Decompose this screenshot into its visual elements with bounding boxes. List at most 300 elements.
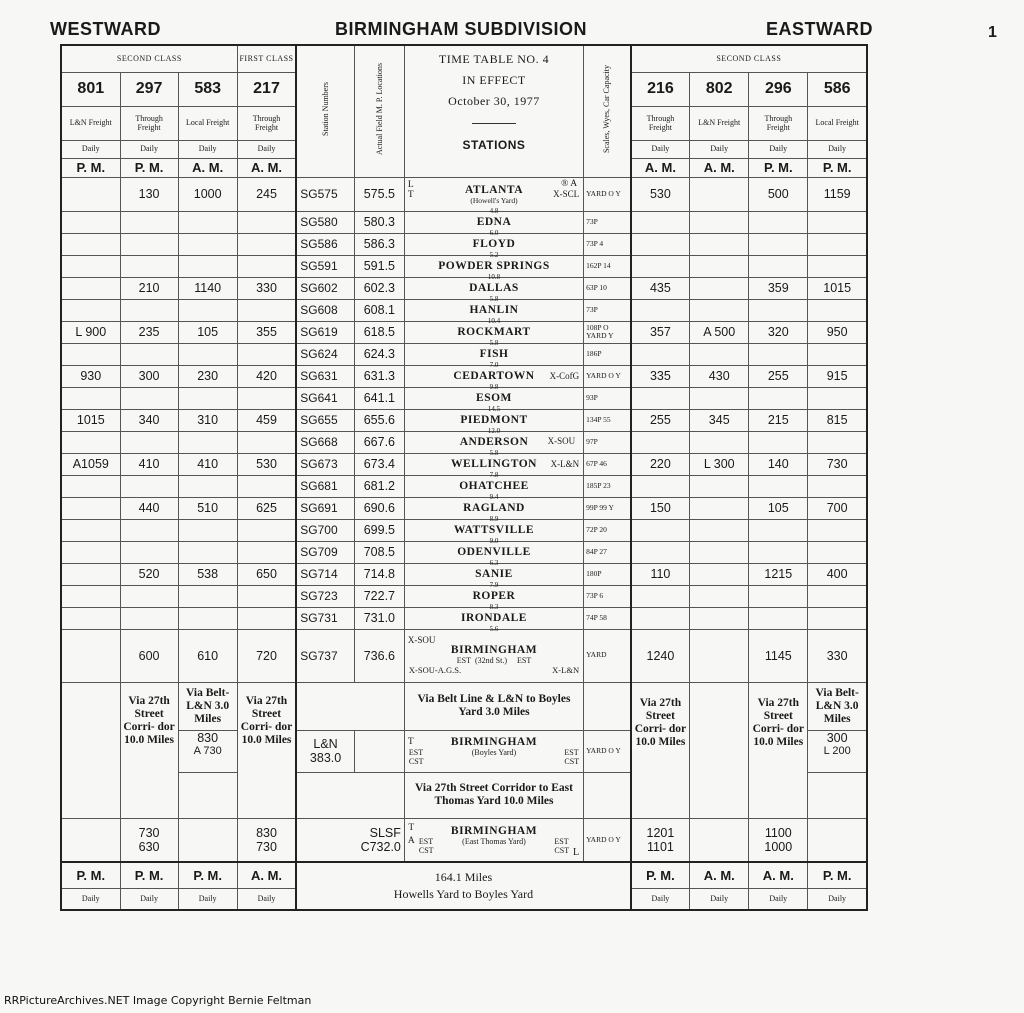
eastward-time — [749, 607, 808, 629]
eastward-time: 215 — [749, 409, 808, 431]
eastward-time — [690, 233, 749, 255]
station-name: ESOM — [476, 392, 512, 404]
mile-post: 624.3 — [354, 343, 404, 365]
station-number: SG668 — [296, 431, 354, 453]
mile-post: 673.4 — [354, 453, 404, 475]
westward-time: L 900 — [61, 321, 120, 343]
eastward-time — [631, 475, 690, 497]
page-number: 1 — [988, 24, 997, 41]
eastward-time — [690, 211, 749, 233]
station-name: FISH — [479, 348, 509, 360]
station-name: DALLAS — [469, 282, 519, 294]
eastward-time: A 500 — [690, 321, 749, 343]
mile-post: 602.3 — [354, 277, 404, 299]
westward-time: 1140 — [178, 277, 237, 299]
eastward-time — [749, 431, 808, 453]
siding-capacity: 108P O YARD Y — [584, 321, 631, 343]
east-thomas-subline — [405, 837, 583, 855]
train-number: 217 — [237, 72, 296, 106]
eastward-time — [690, 541, 749, 563]
westward-time: 1015 — [61, 409, 120, 431]
eastward-time: 915 — [808, 365, 867, 387]
distance-label: 8.9 — [489, 514, 499, 523]
eastward-time — [631, 211, 690, 233]
westward-time — [120, 431, 178, 453]
westward-time — [120, 233, 178, 255]
eastward-time — [808, 211, 867, 233]
eastward-time — [808, 585, 867, 607]
train-frequency: Daily — [808, 888, 867, 910]
westward-time: 530 — [237, 453, 296, 475]
timetable-mark: L T — [407, 179, 414, 200]
train-frequency: Daily — [61, 888, 120, 910]
siding-capacity: YARD O Y — [584, 365, 631, 387]
train-frequency: Daily — [749, 140, 808, 158]
westward-time: 210 — [120, 277, 178, 299]
distance-label: 5.8 — [489, 294, 499, 303]
distance-label: 7.9 — [489, 580, 499, 589]
timetable-title — [404, 45, 583, 177]
westward-time: A1059 — [61, 453, 120, 475]
birmingham-junctions — [405, 665, 583, 675]
eastward-time — [808, 255, 867, 277]
westward-time: 1000 — [178, 177, 237, 211]
eastward-via-216: Via 27th Street Corri- dor 10.0 Miles — [631, 682, 690, 818]
eastward-time: 950 — [808, 321, 867, 343]
timezone-label: EST CST — [408, 748, 424, 766]
train-type: Through Freight — [631, 106, 690, 140]
station-name: EDNA — [476, 216, 512, 228]
eastward-time — [690, 629, 749, 682]
train-frequency: Daily — [749, 888, 808, 910]
westward-time — [120, 475, 178, 497]
eastward-time — [808, 343, 867, 365]
mileage-summary — [296, 862, 630, 910]
eastward-time — [631, 431, 690, 453]
westward-time — [61, 233, 120, 255]
station-number: SG673 — [296, 453, 354, 475]
westward-time — [237, 387, 296, 409]
train-number: 297 — [120, 72, 178, 106]
eastward-time: 1100 1000 — [749, 818, 808, 862]
station-cell-boyles — [404, 730, 583, 772]
westward-time — [178, 431, 237, 453]
distance-label: 5.8 — [489, 448, 499, 457]
eastward-time: 300 — [826, 730, 848, 745]
station-number: SG631 — [296, 365, 354, 387]
via-capacity-blank — [584, 772, 631, 818]
eastward-time — [631, 541, 690, 563]
siding-capacity: 99P 99 Y — [584, 497, 631, 519]
station-name: CEDARTOWN — [453, 370, 535, 382]
am-pm-label: P. M. — [178, 862, 237, 888]
westward-time: 105 — [178, 321, 237, 343]
mile-post: 575.5 — [354, 177, 404, 211]
distance-label: 12.0 — [487, 426, 501, 435]
train-number: 586 — [808, 72, 867, 106]
eastward-time: 700 — [808, 497, 867, 519]
station-number: SG575 — [296, 177, 354, 211]
train-frequency: Daily — [631, 888, 690, 910]
westward-first-class-label: FIRST CLASS — [237, 45, 296, 72]
am-pm-label: P. M. — [808, 862, 867, 888]
station-number: SG624 — [296, 343, 354, 365]
station-numbers-header — [296, 45, 354, 177]
westward-time — [178, 211, 237, 233]
westward-time — [120, 343, 178, 365]
mile-post: 608.1 — [354, 299, 404, 321]
eastward-time — [631, 299, 690, 321]
junction-label: X-SOU — [407, 634, 436, 645]
am-pm-label: P. M. — [61, 158, 120, 177]
westward-time — [120, 541, 178, 563]
mile-post: 714.8 — [354, 563, 404, 585]
junction-label: X-L&N — [552, 665, 580, 675]
westward-time — [61, 585, 120, 607]
eastward-time — [749, 299, 808, 321]
eastward-time — [690, 607, 749, 629]
eastward-time: 335 — [631, 365, 690, 387]
train-frequency: Daily — [237, 140, 296, 158]
via-corridor-note: Via 27th Street Corridor to East Thomas Yard 10.0 Miles — [404, 772, 583, 818]
eastward-time — [749, 233, 808, 255]
train-type: Through Freight — [120, 106, 178, 140]
westward-time — [61, 629, 120, 682]
eastward-time — [631, 585, 690, 607]
timetable — [60, 44, 868, 911]
eastward-time — [749, 343, 808, 365]
train-frequency: Daily — [120, 140, 178, 158]
westward-time — [178, 818, 237, 862]
mile-post: 699.5 — [354, 519, 404, 541]
eastward-586-blank — [808, 772, 867, 818]
station-number: SG608 — [296, 299, 354, 321]
station-number: SG580 — [296, 211, 354, 233]
westward-time — [61, 177, 120, 211]
image-credit: RRPictureArchives.NET Image Copyright Bernie Feltman — [4, 994, 312, 1007]
eastward-time — [808, 299, 867, 321]
eastward-time — [631, 607, 690, 629]
am-pm-label: A. M. — [237, 862, 296, 888]
am-pm-label: A. M. — [690, 158, 749, 177]
siding-capacity: 84P 27 — [584, 541, 631, 563]
westward-header: WESTWARD — [50, 19, 161, 39]
timezone-label: EST CST — [564, 748, 580, 766]
westward-time — [178, 343, 237, 365]
am-pm-label: A. M. — [178, 158, 237, 177]
via-station-blank — [296, 682, 404, 730]
siding-capacity: 134P 55 — [584, 409, 631, 431]
station-number: SG709 — [296, 541, 354, 563]
siding-capacity: 74P 58 — [584, 607, 631, 629]
distance-label: 5.6 — [489, 624, 499, 633]
eastward-time: 320 — [749, 321, 808, 343]
eastward-time — [690, 563, 749, 585]
junction-label: X-CofG — [549, 370, 580, 381]
station-name: WATTSVILLE — [453, 524, 535, 536]
westward-time — [61, 343, 120, 365]
eastward-time: 220 — [631, 453, 690, 475]
siding-capacity: 73P 4 — [584, 233, 631, 255]
station-name: ODENVILLE — [457, 546, 531, 558]
station-name: WELLINGTON — [451, 458, 537, 470]
station-number: SG723 — [296, 585, 354, 607]
eastward-time — [808, 818, 867, 862]
eastward-time — [808, 387, 867, 409]
station-subname: (Howell's Yard) — [470, 195, 518, 205]
train-frequency: Daily — [237, 888, 296, 910]
westward-time — [237, 343, 296, 365]
westward-via-297: Via 27th Street Corri- dor 10.0 Miles — [120, 682, 178, 818]
train-frequency: Daily — [120, 888, 178, 910]
eastward-time: 345 — [690, 409, 749, 431]
eastward-time: 110 — [631, 563, 690, 585]
train-number: 802 — [690, 72, 749, 106]
station-name: HANLIN — [469, 304, 519, 316]
siding-capacity: 185P 23 — [584, 475, 631, 497]
westward-time — [178, 233, 237, 255]
eastward-time: 1015 — [808, 277, 867, 299]
mile-post: 667.6 — [354, 431, 404, 453]
mile-post: 641.1 — [354, 387, 404, 409]
westward-time — [120, 607, 178, 629]
eastward-time — [690, 255, 749, 277]
station-name: POWDER SPRINGS — [438, 260, 550, 272]
westward-time — [61, 497, 120, 519]
station-cell-birmingham — [404, 624, 583, 682]
eastward-time — [808, 607, 867, 629]
westward-time: 830 730 — [237, 818, 296, 862]
eastward-time — [690, 585, 749, 607]
timetable-mark: ® A — [561, 178, 578, 189]
am-pm-label: P. M. — [749, 158, 808, 177]
eastward-time — [690, 343, 749, 365]
westward-time — [178, 299, 237, 321]
timetable-mark: T — [407, 736, 414, 747]
mile-post-boyles-blank — [354, 730, 404, 772]
mile-post: 736.6 — [354, 629, 404, 682]
westward-via-217: Via 27th Street Corri- dor 10.0 Miles — [237, 682, 296, 818]
mile-post: 708.5 — [354, 541, 404, 563]
siding-capacity: YARD O Y — [584, 177, 631, 211]
eastward-time — [749, 585, 808, 607]
eastward-time: 150 — [631, 497, 690, 519]
eastward-time: 1201 1101 — [631, 818, 690, 862]
distance-label: 9.8 — [489, 382, 499, 391]
am-pm-label: A. M. — [631, 158, 690, 177]
train-frequency: Daily — [178, 140, 237, 158]
siding-capacity: 63P 10 — [584, 277, 631, 299]
westward-time: 520 — [120, 563, 178, 585]
westward-time — [178, 607, 237, 629]
distance-label: 7.8 — [489, 470, 499, 479]
siding-capacity: 93P — [584, 387, 631, 409]
stations-header: STATIONS — [462, 138, 526, 152]
am-pm-label: P. M. — [631, 862, 690, 888]
westward-time — [120, 299, 178, 321]
eastward-time: 357 — [631, 321, 690, 343]
train-frequency: Daily — [631, 140, 690, 158]
westward-time: 730 630 — [120, 818, 178, 862]
eastward-time: 140 — [749, 453, 808, 475]
eastward-time — [631, 343, 690, 365]
station-number: SG700 — [296, 519, 354, 541]
westward-time: 459 — [237, 409, 296, 431]
westward-time — [178, 585, 237, 607]
westward-583-blank — [178, 772, 237, 818]
westward-time — [178, 255, 237, 277]
eastward-time — [690, 299, 749, 321]
westward-time: 410 — [120, 453, 178, 475]
mile-post: 722.7 — [354, 585, 404, 607]
eastward-time: 1145 — [749, 629, 808, 682]
timetable-number: TIME TABLE NO. 4 — [438, 52, 550, 66]
timetable-mark: L — [572, 847, 580, 858]
westward-time — [61, 519, 120, 541]
westward-time: 930 — [61, 365, 120, 387]
eastward-time: 255 — [749, 365, 808, 387]
train-frequency: Daily — [808, 140, 867, 158]
westward-time — [178, 387, 237, 409]
distance-label: 6.3 — [489, 558, 499, 567]
eastward-time: 330 — [808, 629, 867, 682]
eastward-time — [749, 475, 808, 497]
train-number: 801 — [61, 72, 120, 106]
train-type: Through Freight — [749, 106, 808, 140]
westward-time — [237, 233, 296, 255]
westward-time: 235 — [120, 321, 178, 343]
station-number: SG586 — [296, 233, 354, 255]
westward-time — [237, 255, 296, 277]
siding-capacity: YARD O Y — [584, 730, 631, 772]
mile-post: 690.6 — [354, 497, 404, 519]
station-number: SG619 — [296, 321, 354, 343]
westward-class-label: SECOND CLASS — [61, 45, 237, 72]
eastward-time — [631, 387, 690, 409]
station-name: BIRMINGHAM — [450, 824, 538, 837]
westward-time — [178, 475, 237, 497]
westward-time — [237, 519, 296, 541]
westward-time — [61, 299, 120, 321]
mile-post: 591.5 — [354, 255, 404, 277]
siding-capacity: 73P 6 — [584, 585, 631, 607]
mile-post-header — [354, 45, 404, 177]
westward-time: 130 — [120, 177, 178, 211]
siding-capacity: 186P — [584, 343, 631, 365]
station-subname: (32nd St.) — [474, 656, 507, 665]
eastward-time — [690, 475, 749, 497]
station-number: SG591 — [296, 255, 354, 277]
siding-capacity: 72P 20 — [584, 519, 631, 541]
westward-time — [237, 541, 296, 563]
am-pm-label: P. M. — [120, 158, 178, 177]
effective-date: October 30, 1977 — [448, 94, 540, 108]
eastward-time — [690, 387, 749, 409]
station-name: BIRMINGHAM — [450, 644, 538, 656]
siding-capacity: 73P — [584, 211, 631, 233]
westward-time: 650 — [237, 563, 296, 585]
station-name: ANDERSON — [459, 436, 529, 448]
station-name: RAGLAND — [463, 502, 525, 514]
westward-583-boyles-times — [178, 730, 237, 772]
westward-time — [61, 277, 120, 299]
distance-label: 7.0 — [489, 360, 499, 369]
eastward-via-296: Via 27th Street Corri- dor 10.0 Miles — [749, 682, 808, 818]
train-type: Local Freight — [808, 106, 867, 140]
in-effect-label: IN EFFECT — [462, 73, 526, 87]
eastward-586-boyles-times — [808, 730, 867, 772]
westward-time — [61, 607, 120, 629]
westward-time — [61, 818, 120, 862]
eastward-time — [808, 519, 867, 541]
train-type: L&N Freight — [690, 106, 749, 140]
eastward-time — [808, 475, 867, 497]
distance-label: 4.8 — [489, 206, 499, 215]
westward-time — [120, 211, 178, 233]
distance-label: 10.4 — [487, 316, 501, 325]
eastward-time — [690, 497, 749, 519]
eastward-time — [749, 387, 808, 409]
timetable-mark: T A — [407, 822, 415, 846]
eastward-time — [690, 277, 749, 299]
siding-capacity: 67P 46 — [584, 453, 631, 475]
train-frequency: Daily — [690, 888, 749, 910]
westward-time — [61, 475, 120, 497]
eastward-time — [808, 431, 867, 453]
am-pm-label: A. M. — [749, 862, 808, 888]
station-number: SG731 — [296, 607, 354, 629]
siding-capacity: 162P 14 — [584, 255, 631, 277]
station-name: PIEDMONT — [460, 414, 528, 426]
westward-time: 538 — [178, 563, 237, 585]
station-number: SG641 — [296, 387, 354, 409]
eastward-time: L 300 — [690, 453, 749, 475]
train-frequency: Daily — [690, 140, 749, 158]
eastward-time: 359 — [749, 277, 808, 299]
westward-time: A 730 — [193, 744, 222, 757]
am-pm-label: A. M. — [690, 862, 749, 888]
westward-time: 420 — [237, 365, 296, 387]
station-number: SG602 — [296, 277, 354, 299]
eastward-time — [631, 255, 690, 277]
westward-time — [120, 387, 178, 409]
station-name: ROPER — [472, 590, 516, 602]
station-subname: (East Thomas Yard) — [462, 836, 526, 846]
train-frequency: Daily — [61, 140, 120, 158]
timezone-label: EST CST — [554, 836, 570, 855]
station-number-boyles: L&N 383.0 — [296, 730, 354, 772]
westward-time: 330 — [237, 277, 296, 299]
westward-via-583: Via Belt- L&N 3.0 Miles — [178, 682, 237, 730]
siding-capacity: YARD O Y — [584, 818, 631, 862]
station-number: SG714 — [296, 563, 354, 585]
westward-time — [178, 519, 237, 541]
junction-label: X-SOU — [547, 435, 576, 446]
eastward-time — [690, 431, 749, 453]
subdivision-title: BIRMINGHAM SUBDIVISION — [335, 19, 588, 39]
station-name: FLOYD — [472, 238, 516, 250]
eastward-time: 815 — [808, 409, 867, 431]
station-name: SANIE — [475, 568, 513, 580]
distance-label: 6.0 — [489, 228, 499, 237]
distance-label: 9.4 — [489, 492, 499, 501]
distance-label: 14.5 — [487, 404, 501, 413]
westward-time: 310 — [178, 409, 237, 431]
train-number: 583 — [178, 72, 237, 106]
siding-capacity: 73P — [584, 299, 631, 321]
boyles-subline — [405, 748, 583, 766]
westward-time: 720 — [237, 629, 296, 682]
